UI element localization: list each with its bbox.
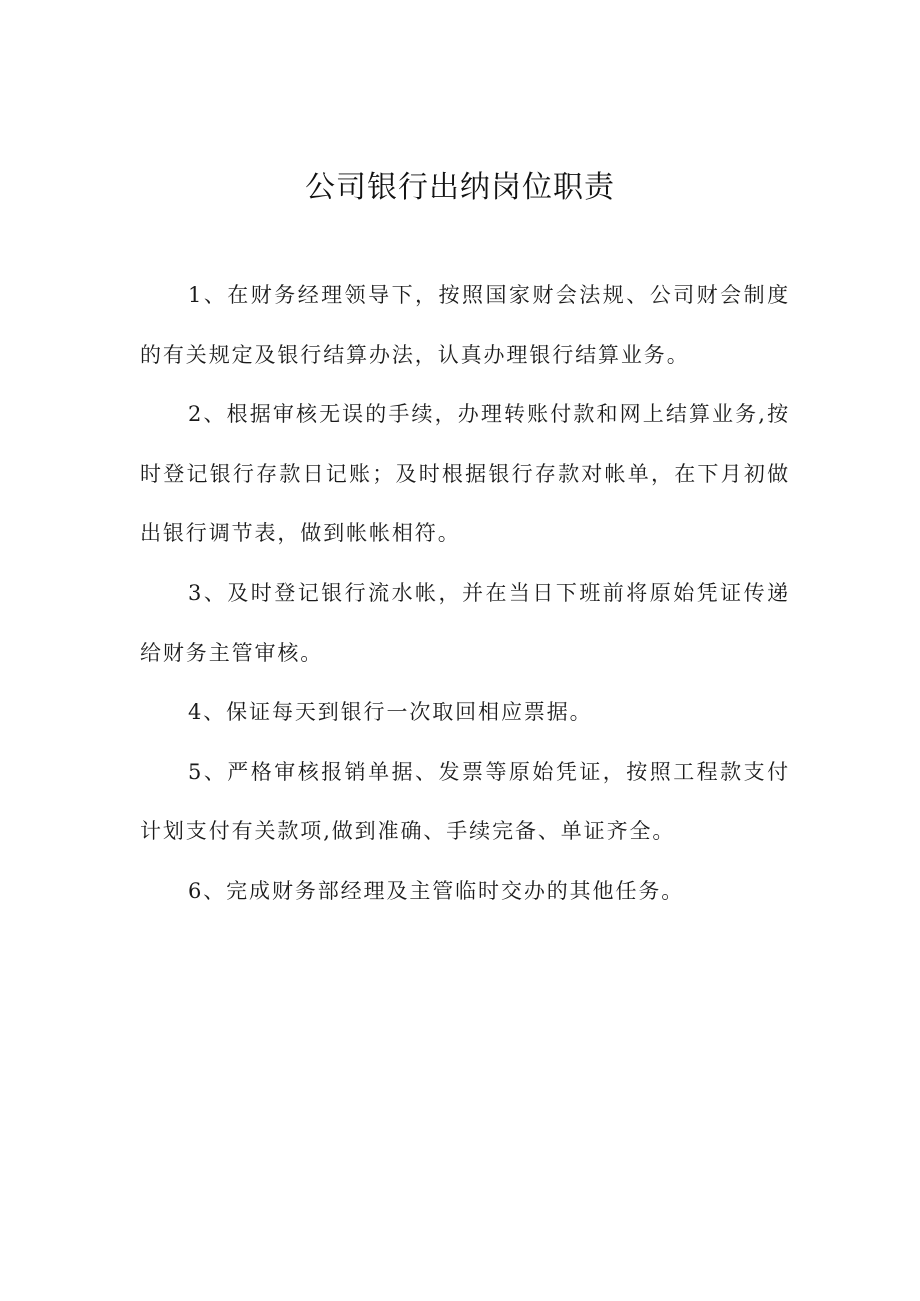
document-body — [140, 266, 790, 922]
paragraph-1: 1、在财务经理领导下，按照国家财会法规、公司财会制度的有关规定及银行结算办法，认真办理银行结算业务。 — [140, 283, 790, 367]
paragraph-5: 5、严格审核报销单据、发票等原始凭证，按照工程款支付计划支付有关款项,做到准确、手续完备、单证齐全。 — [140, 759, 790, 844]
paragraph-6: 6、完成财务部经理及主管临时交办的其他任务。 — [188, 878, 685, 903]
paragraph-4: 4、保证每天到银行一次取回相应票据。 — [188, 700, 593, 725]
paragraph-3: 3、及时登记银行流水帐，并在当日下班前将原始凭证传递给财务主管审核。 — [140, 580, 790, 665]
document-title: 公司银行出纳岗位职责 — [305, 170, 615, 205]
paragraph-2: 2、根据审核无误的手续，办理转账付款和网上结算业务,按时登记银行存款日记账；及时根据银行存款对帐单，在下月初做出银行调节表，做到帐帐相符。 — [140, 402, 790, 546]
